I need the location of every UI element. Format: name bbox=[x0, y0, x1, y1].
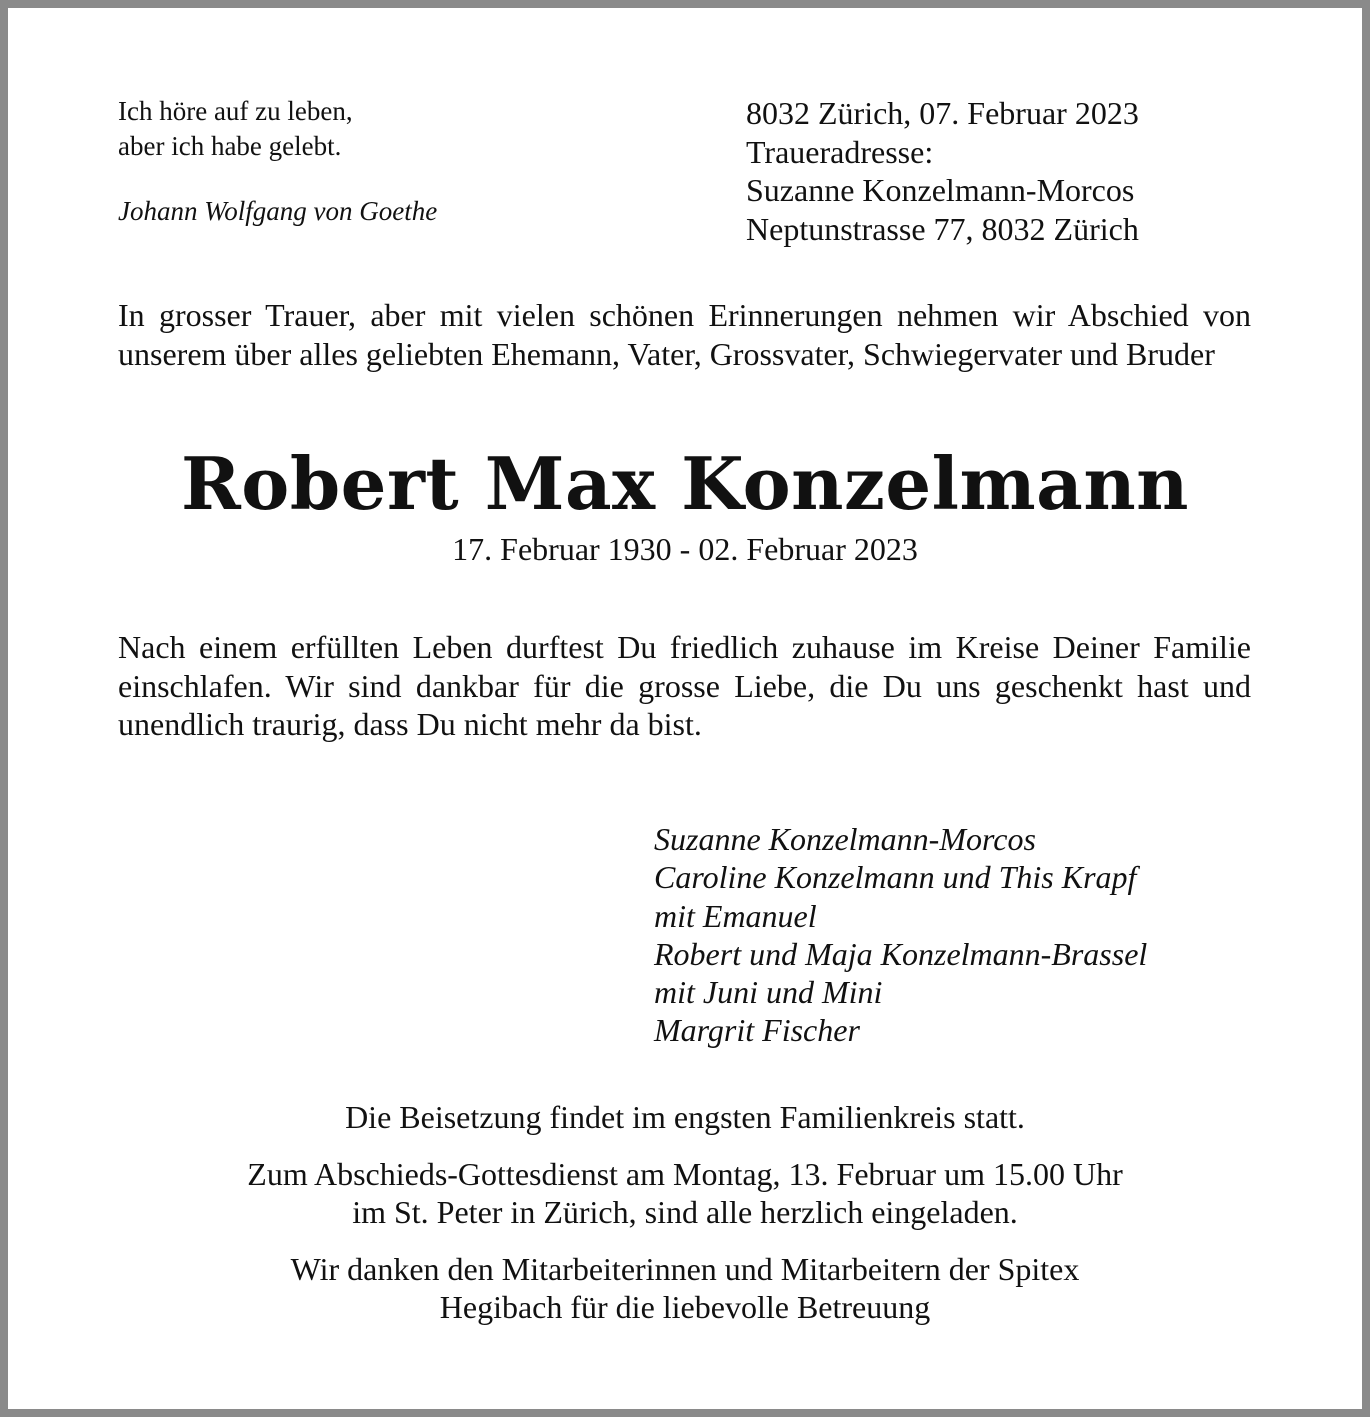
address-heading: Traueradresse: bbox=[746, 133, 934, 170]
place-date: 8032 Zürich, 07. Februar 2023 bbox=[746, 95, 1139, 131]
thanks-line: Hegibach für die liebevolle Betreuung bbox=[439, 1289, 931, 1325]
mourner-line: mit Emanuel bbox=[654, 897, 817, 934]
service-note bbox=[8, 1155, 1362, 1232]
address-street: Neptunstrasse 77, 8032 Zürich bbox=[746, 210, 1139, 247]
quote-line: Ich höre auf zu leben, bbox=[118, 96, 353, 126]
mourner-line: Suzanne Konzelmann-Morcos bbox=[654, 821, 1036, 857]
burial-line: Die Beisetzung findet im engsten Familienkreis statt. bbox=[345, 1099, 1025, 1135]
thanks-line: Wir danken den Mitarbeiterinnen und Mitarbeitern der Spitex bbox=[290, 1250, 1080, 1287]
service-line: im St. Peter in Zürich, sind alle herzlich eingeladen. bbox=[352, 1194, 1018, 1230]
mourners-list bbox=[654, 820, 1147, 1050]
thanks-note bbox=[8, 1250, 1362, 1327]
closing-notes bbox=[8, 1098, 1362, 1345]
obituary-page bbox=[8, 8, 1362, 1409]
goethe-quote bbox=[118, 94, 437, 229]
deceased-name: Robert Max Konzelmann bbox=[180, 441, 1190, 526]
mourner-line: Margrit Fischer bbox=[654, 1012, 860, 1049]
burial-note bbox=[8, 1098, 1362, 1137]
life-dates: 17. Februar 1930 - 02. Februar 2023 bbox=[452, 531, 918, 567]
mourner-line: Caroline Konzelmann und This Krapf bbox=[654, 859, 1137, 896]
quote-line: aber ich habe gelebt. bbox=[118, 131, 342, 161]
address-name: Suzanne Konzelmann-Morcos bbox=[746, 172, 1135, 208]
mourner-line: Robert und Maja Konzelmann-Brassel bbox=[654, 935, 1148, 972]
intro-paragraph: In grosser Trauer, aber mit vielen schönen Erinnerungen nehmen wir Abschied von unserem über alles geliebten Ehemann, Vater, Grossvater, Schwiegervater und Bruder bbox=[118, 297, 1251, 372]
farewell-paragraph: Nach einem erfüllten Leben durftest Du friedlich zuhause im Kreise Deiner Familie einschlafen. Wir sind dankbar für die grosse Liebe, die Du uns geschenkt hast und unendlich traurig, dass Du nicht mehr da bist. bbox=[118, 629, 1251, 742]
mourner-line: mit Juni und Mini bbox=[654, 974, 883, 1011]
quote-author: Johann Wolfgang von Goethe bbox=[118, 196, 438, 226]
mourning-address bbox=[746, 94, 1139, 248]
service-line: Zum Abschieds-Gottesdienst am Montag, 13. Februar um 15.00 Uhr bbox=[247, 1155, 1123, 1192]
